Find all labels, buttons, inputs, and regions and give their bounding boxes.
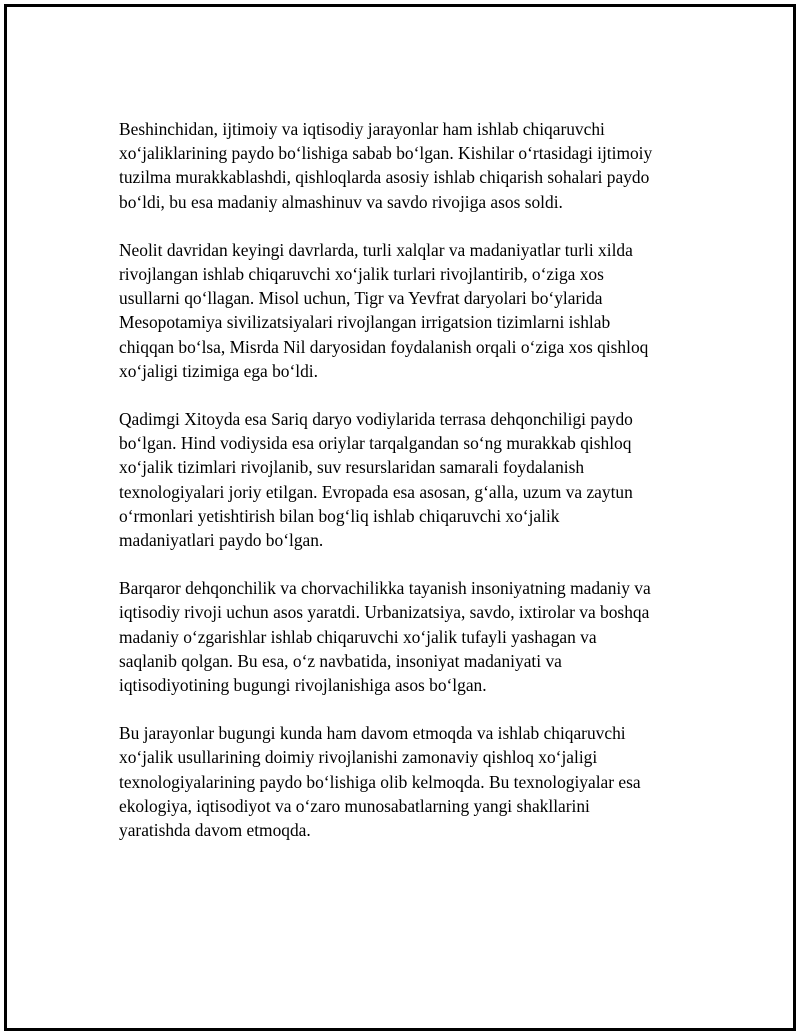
paragraph-1: Beshinchidan, ijtimoiy va iqtisodiy jarayonlar ham ishlab chiqaruvchi xo‘jaliklarining paydo bo‘lishiga sabab bo‘lgan. Kishilar o‘rtasidagi ijtimoiy tuzilma murakkablashdi, qishloqlarda asosiy ishlab chiqarish sohalari paydo bo‘ldi, bu esa madaniy almashinuv va savdo rivojiga asos soldi. [119,119,653,212]
paragraph-3: Qadimgi Xitoyda esa Sariq daryo vodiylarida terrasa dehqonchiligi paydo bo‘lgan. Hind vodiysida esa oriylar tarqalgandan so‘ng murakkab qishloq xo‘jalik tizimlari rivojlanib, suv resurslaridan samarali foydalanish texnologiyalari joriy etilgan. Evropada esa asosan, g‘alla, uzum va zaytun o‘rmonlari yetishtirish bilan bog‘liq ishlab chiqaruvchi xo‘jalik madaniyatlari paydo bo‘lgan. [119,409,633,551]
paragraph-4: Barqaror dehqonchilik va chorvachilikka tayanish insoniyatning madaniy va iqtisodiy rivoji uchun asos yaratdi. Urbanizatsiya, savdo, ixtirolar va boshqa madaniy o‘zgarishlar ishlab chiqaruvchi xo‘jalik tufayli yashagan va saqlanib qolgan. Bu esa, o‘z navbatida, insoniyat madaniyati va iqtisodiyotining bugungi rivojlanishiga asos bo‘lgan. [119,578,651,696]
document-body [119,117,719,866]
paragraph-5: Bu jarayonlar bugungi kunda ham davom etmoqda va ishlab chiqaruvchi xo‘jalik usullarining doimiy rivojlanishi zamonaviy qishloq xo‘jaligi texnologiyalarining paydo bo‘lishiga olib kelmoqda. Bu texnologiyalar esa ekologiya, iqtisodiyot va o‘zaro munosabatlarning yangi shakllarini yaratishda davom etmoqda. [119,723,641,841]
paragraph-2: Neolit davridan keyingi davrlarda, turli xalqlar va madaniyatlar turli xilda rivojlangan ishlab chiqaruvchi xo‘jalik turlari rivojlantirib, o‘ziga xos usullarni qo‘llagan. Misol uchun, Tigr va Yevfrat daryolari bo‘ylarida Mesopotamiya sivilizatsiyalari rivojlangan irrigatsion tizimlarni ishlab chiqqan bo‘lsa, Misrda Nil daryosidan foydalanish orqali o‘ziga xos qishloq xo‘jaligi tizimiga ega bo‘ldi. [119,239,649,381]
